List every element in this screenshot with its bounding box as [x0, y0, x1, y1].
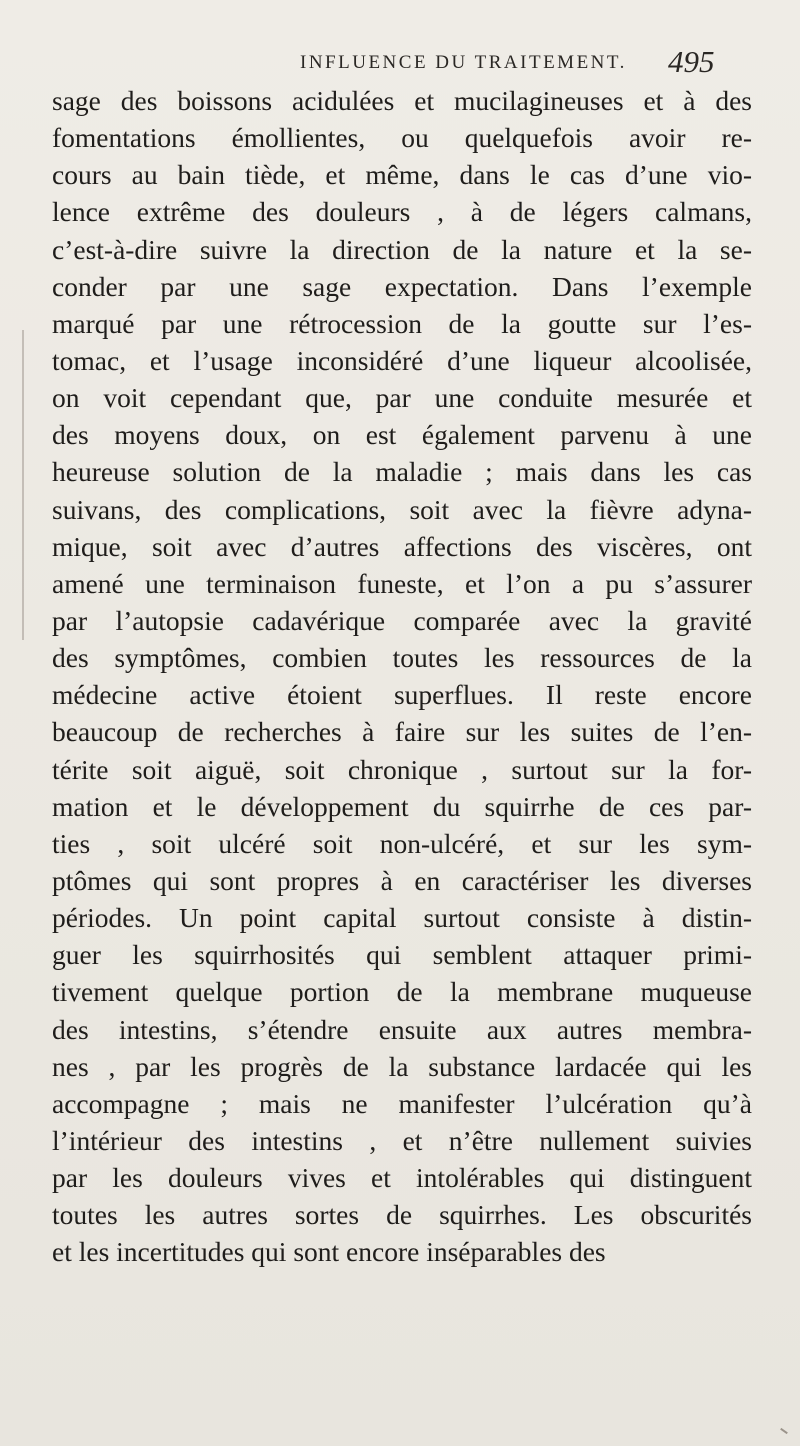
text-line: des symptômes, combien toutes les ressources de la	[52, 642, 752, 674]
text-line: et les incertitudes qui sont encore inséparables des	[52, 1236, 606, 1268]
text-line: médecine active étoient superflues. Il reste encore	[52, 679, 752, 711]
running-title: INFLUENCE DU TRAITEMENT.	[300, 52, 627, 73]
text-line: cours au bain tiède, et même, dans le cas d’une vio-	[52, 159, 752, 191]
text-line: mation et le développement du squirrhe de ces par-	[52, 790, 752, 822]
text-line: nes , par les progrès de la substance lardacée qui les	[52, 1050, 752, 1082]
text-line: suivans, des complications, soit avec la fièvre adyna-	[52, 493, 752, 525]
text-line: heureuse solution de la maladie ; mais dans les cas	[52, 456, 752, 488]
corner-speck	[780, 1428, 788, 1434]
text-line: on voit cependant que, par une conduite mesurée et	[52, 382, 752, 414]
text-line: mique, soit avec d’autres affections des viscères, ont	[52, 530, 752, 562]
text-line: fomentations émollientes, ou quelquefois avoir re-	[52, 122, 752, 154]
text-line: amené une terminaison funeste, et l’on a pu s’assurer	[52, 567, 752, 599]
text-line: tomac, et l’usage inconsidéré d’une liqueur alcoolisée,	[52, 344, 752, 376]
text-line: térite soit aiguë, soit chronique , surtout sur la for-	[52, 753, 752, 785]
text-line: toutes les autres sortes de squirrhes. Les obscurités	[52, 1199, 752, 1231]
margin-crease	[22, 330, 24, 640]
text-line: ptômes qui sont propres à en caractériser les diverses	[52, 864, 752, 896]
text-line: marqué par une rétrocession de la goutte sur l’es-	[52, 307, 752, 339]
text-line: l’intérieur des intestins , et n’être nullement suivies	[52, 1124, 752, 1156]
text-line: conder par une sage expectation. Dans l’exemple	[52, 270, 752, 302]
text-line: beaucoup de recherches à faire sur les suites de l’en-	[52, 716, 752, 748]
text-line: guer les squirrhosités qui semblent attaquer primi-	[52, 939, 752, 971]
body-text	[52, 82, 752, 1271]
text-line: des moyens doux, on est également parvenu à une	[52, 419, 752, 451]
text-line: par les douleurs vives et intolérables qui distinguent	[52, 1162, 752, 1194]
text-line: ties , soit ulcéré soit non-ulcéré, et sur les sym-	[52, 827, 752, 859]
text-line: tivement quelque portion de la membrane muqueuse	[52, 976, 752, 1008]
text-line: c’est-à-dire suivre la direction de la nature et la se-	[52, 233, 752, 265]
text-line: sage des boissons acidulées et mucilagineuses et à des	[52, 85, 752, 116]
text-line: par l’autopsie cadavérique comparée avec la gravité	[52, 604, 752, 636]
text-line: accompagne ; mais ne manifester l’ulcération qu’à	[52, 1087, 752, 1119]
page-number: 495	[668, 44, 715, 79]
text-line: lence extrême des douleurs , à de légers calmans,	[52, 196, 752, 228]
text-line: périodes. Un point capital surtout consiste à distin-	[52, 902, 752, 934]
text-line: des intestins, s’étendre ensuite aux autres membra-	[52, 1013, 752, 1045]
